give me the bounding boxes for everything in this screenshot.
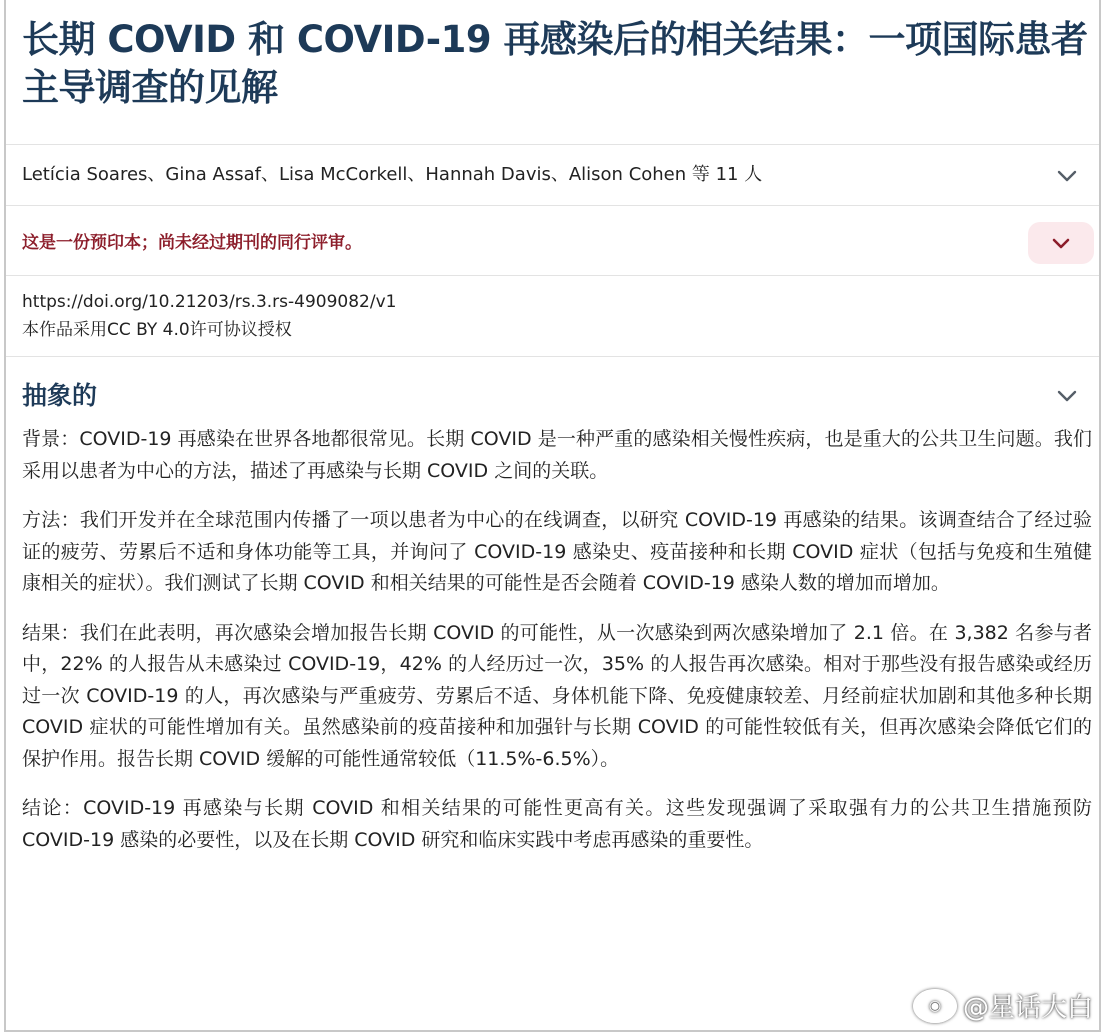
divider [6, 144, 1099, 145]
abstract-results: 结果：我们在此表明，再次感染会增加报告长期 COVID 的可能性，从一次感染到两次感染增加了 2.1 倍。在 3,382 名参与者中，22% 的人报告从未感染过 COVID-19，42% 的人经历过一次，35% 的人报告再次感染。相对于那些没有报告感染或经历过一次 COVID-19 的人，再次感染与严重疲劳、劳累后不适、身体机能下降、免疫健康较差、月经前症状加剧和其他多种长期 COVID 症状的可能性增加有关。虽然感染前的疫苗接种和加强针与长期 COVID 的可能性较低有关，但再次感染会降低它们的保护作用。报告长期 COVID 缓解的可能性通常较低（11.5%-6.5%）。 [22, 621, 1092, 770]
abstract-heading: 抽象的 [22, 381, 98, 410]
watermark [913, 987, 1093, 1024]
preprint-notice-text: 这是一份预印本；尚未经过期刊的同行评审。 [22, 233, 362, 253]
chevron-down-icon [1052, 238, 1070, 249]
divider [6, 356, 1099, 357]
license-text: 本作品采用CC BY 4.0许可协议授权 [22, 320, 292, 340]
article-page [4, 0, 1101, 1032]
preprint-notice [22, 222, 1094, 264]
doi-link[interactable]: https://doi.org/10.21203/rs.3.rs-4909082/v1 [22, 292, 397, 312]
watermark-text: @星话大白 [962, 993, 1093, 1023]
authors-list: Letícia Soares、Gina Assaf、Lisa McCorkell、Hannah Davis、Alison Cohen 等 11 人 [22, 164, 763, 185]
chevron-down-icon[interactable] [1056, 165, 1078, 187]
divider [6, 275, 1099, 276]
abstract-methods: 方法：我们开发并在全球范围内传播了一项以患者为中心的在线调查，以研究 COVID-19 再感染的结果。该调查结合了经过验证的疲劳、劳累后不适和身体功能等工具，并询问了 COVID-19 感染史、疫苗接种和长期 COVID 症状（包括与免疫和生殖健康相关的症状）。我们测试了长期 COVID 和相关结果的可能性是否会随着 COVID-19 感染人数的增加而增加。 [22, 509, 1092, 594]
weibo-logo-icon: ◉ [913, 989, 957, 1023]
citation-block [22, 288, 1090, 344]
authors-section[interactable] [22, 160, 1090, 190]
abstract-background: 背景：COVID-19 再感染在世界各地都很常见。长期 COVID 是一种严重的感染相关慢性疾病，也是重大的公共卫生问题。我们采用以患者为中心的方法，描述了再感染与长期 COVID 之间的关联。 [22, 428, 1092, 482]
abstract-conclusion: 结论：COVID-19 再感染与长期 COVID 和相关结果的可能性更高有关。这些发现强调了采取强有力的公共卫生措施预防 COVID-19 感染的必要性，以及在长期 COVID 研究和临床实践中考虑再感染的重要性。 [22, 797, 1092, 851]
preprint-expand-button[interactable] [1028, 222, 1094, 264]
abstract-header[interactable] [22, 378, 1090, 414]
chevron-down-icon[interactable] [1056, 385, 1078, 407]
article-title: 长期 COVID 和 COVID-19 再感染后的相关结果：一项国际患者主导调查的见解 [22, 18, 1088, 109]
divider [6, 205, 1099, 206]
abstract-body [22, 424, 1092, 874]
